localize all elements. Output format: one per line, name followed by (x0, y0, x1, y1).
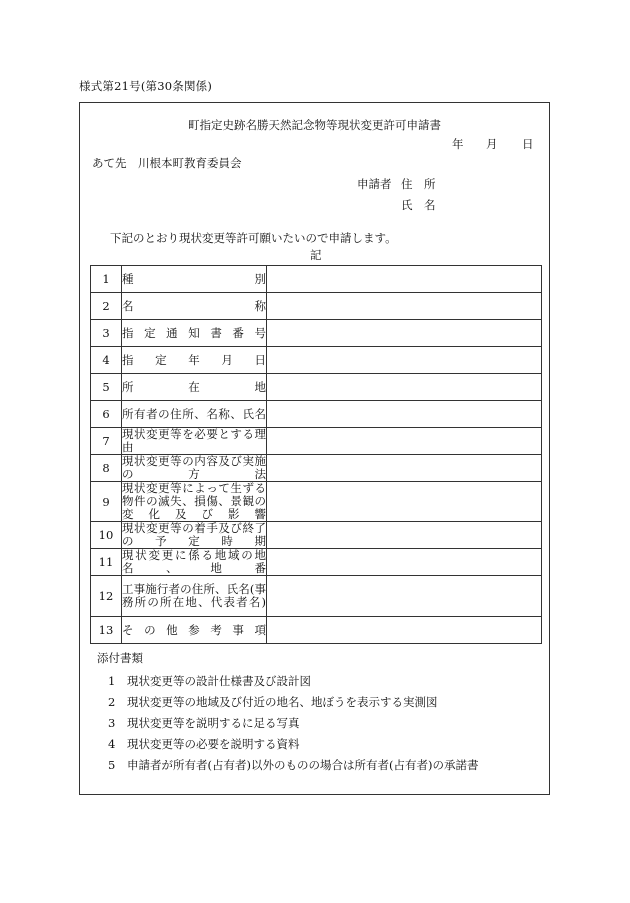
attachment-text: 現状変更等の地域及び付近の地名、地ぼうを表示する実測図 (127, 695, 438, 709)
application-form (79, 102, 550, 795)
applicant-name-label: 氏 名 (401, 198, 436, 212)
item-label (122, 617, 267, 644)
request-statement: 下記のとおり現状変更等許可願いたいので申請します。 (110, 231, 397, 245)
item-value-field[interactable] (267, 374, 542, 401)
list-item (108, 692, 478, 713)
list-item (108, 755, 478, 776)
item-value-field[interactable] (267, 428, 542, 455)
table-row (91, 455, 542, 482)
item-number: 9 (91, 482, 122, 522)
item-label-text: 指 定 年 月 日 (122, 352, 266, 367)
item-label-text: 指 定 通 知 書 番 号 (122, 325, 266, 340)
applicant-role: 申請者 (357, 177, 392, 191)
item-value-field[interactable] (267, 617, 542, 644)
item-label-text: 現状変更等を必要とする理由 (122, 427, 266, 454)
table-row (91, 320, 542, 347)
form-title: 町指定史跡名勝天然記念物等現状変更許可申請書 (188, 118, 441, 132)
item-number: 12 (91, 576, 122, 617)
addressee: あて先 川根本町教育委員会 (92, 156, 242, 170)
applicant-address-label: 住 所 (401, 177, 436, 191)
item-number: 7 (91, 428, 122, 455)
item-value-field[interactable] (267, 522, 542, 549)
attachment-number: 4 (108, 737, 116, 751)
item-number: 13 (91, 617, 122, 644)
list-item (108, 713, 478, 734)
item-value-field[interactable] (267, 549, 542, 576)
item-value-field[interactable] (267, 266, 542, 293)
attachment-text: 現状変更等の必要を説明する資料 (127, 737, 300, 751)
date-month: 月 (486, 137, 498, 151)
item-label (122, 374, 267, 401)
item-label (122, 549, 267, 576)
item-number: 3 (91, 320, 122, 347)
attachment-number: 2 (108, 695, 116, 709)
attachment-number: 1 (108, 674, 116, 688)
item-value-field[interactable] (267, 455, 542, 482)
item-label (122, 482, 267, 522)
ki-heading: 記 (310, 248, 322, 262)
table-row (91, 549, 542, 576)
item-number: 8 (91, 455, 122, 482)
item-label (122, 320, 267, 347)
item-number: 10 (91, 522, 122, 549)
item-label-text: そ の 他 参 考 事 項 (122, 622, 266, 637)
attachments-list (108, 671, 478, 776)
item-label-text: 名 称 (122, 298, 266, 313)
list-item (108, 671, 478, 692)
table-row (91, 482, 542, 522)
item-number: 11 (91, 549, 122, 576)
item-label (122, 266, 267, 293)
table-row (91, 576, 542, 617)
item-label (122, 428, 267, 455)
item-label-text: 現状変更に係る地域の地名、地番 (122, 548, 266, 575)
table-row (91, 522, 542, 549)
attachment-number: 5 (108, 758, 116, 772)
attachment-text: 現状変更等の設計仕様書及び設計図 (127, 674, 311, 688)
item-value-field[interactable] (267, 576, 542, 617)
date-day: 日 (522, 137, 534, 151)
table-row (91, 347, 542, 374)
attachment-text: 申請者が所有者(占有者)以外のものの場合は所有者(占有者)の承諾書 (127, 758, 479, 772)
item-number: 1 (91, 266, 122, 293)
list-item (108, 734, 478, 755)
item-number: 5 (91, 374, 122, 401)
item-label-text: 現状変更等の内容及び実施の方法 (122, 454, 266, 481)
item-value-field[interactable] (267, 401, 542, 428)
item-value-field[interactable] (267, 347, 542, 374)
table-row (91, 401, 542, 428)
item-number: 6 (91, 401, 122, 428)
item-label (122, 293, 267, 320)
item-label-text: 種 別 (122, 271, 266, 286)
table-row (91, 428, 542, 455)
attachment-text: 現状変更等を説明するに足る写真 (127, 716, 300, 730)
table-row (91, 266, 542, 293)
item-label-text: 所 在 地 (122, 379, 266, 394)
item-value-field[interactable] (267, 293, 542, 320)
table-row (91, 374, 542, 401)
item-label (122, 455, 267, 482)
table-row (91, 617, 542, 644)
item-label-text: 現状変更等の着手及び終了の予定時期 (122, 521, 266, 548)
attachments-title: 添付書類 (97, 651, 143, 665)
item-label-text: 所有者の住所、名称、氏名 (122, 406, 266, 421)
item-label (122, 576, 267, 617)
table-row (91, 293, 542, 320)
item-label (122, 401, 267, 428)
item-number: 4 (91, 347, 122, 374)
attachment-number: 3 (108, 716, 116, 730)
form-number-label: 様式第21号(第30条関係) (79, 79, 213, 93)
date-year: 年 (452, 137, 464, 151)
item-label-text: 現状変更等によって生ずる物件の滅失、損傷、景観の変化及び影響 (122, 481, 266, 521)
item-label-text: 工事施行者の住所、氏名(事務所の所在地、代表者名) (122, 582, 266, 609)
items-table (90, 265, 542, 644)
item-label (122, 347, 267, 374)
item-value-field[interactable] (267, 482, 542, 522)
item-number: 2 (91, 293, 122, 320)
item-value-field[interactable] (267, 320, 542, 347)
item-label (122, 522, 267, 549)
